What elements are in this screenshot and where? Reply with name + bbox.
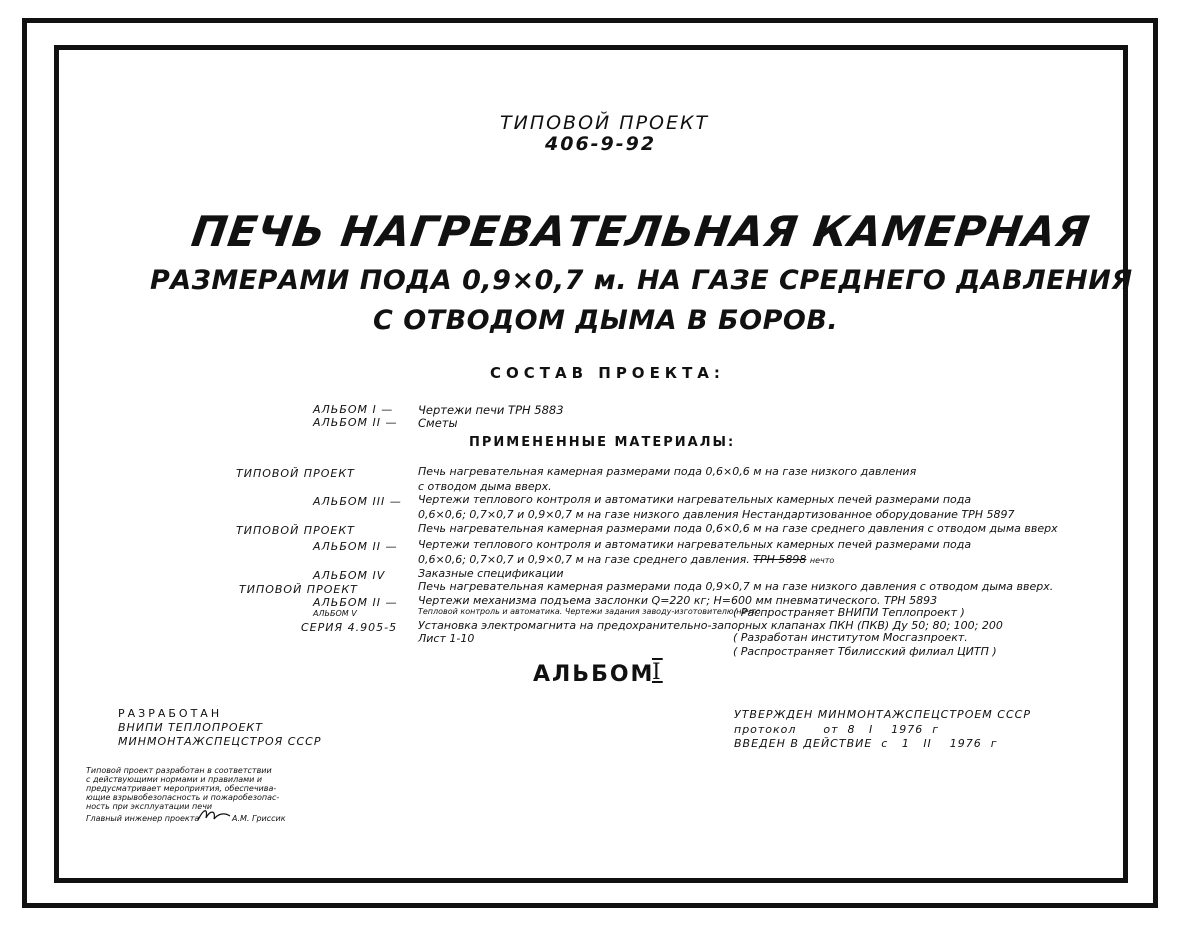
materials-row-text: ( Распространяет ВНИПИ Теплопроект ) bbox=[733, 606, 965, 619]
engineer-label: Главный инженер проекта bbox=[86, 814, 200, 823]
materials-row-text: Заказные спецификации bbox=[418, 567, 564, 580]
title-line-2: РАЗМЕРАМИ ПОДА 0,9×0,7 м. НА ГАЗЕ СРЕДНЕГО ДАВЛЕНИЯ bbox=[150, 265, 1133, 296]
project-label: ТИПОВОЙ ПРОЕКТ bbox=[500, 112, 710, 134]
composition-heading: СОСТАВ ПРОЕКТА: bbox=[490, 364, 725, 382]
approval-line-2: протокол от 8 I 1976 г bbox=[734, 723, 940, 736]
title-line-1: ПЕЧЬ НАГРЕВАТЕЛЬНАЯ КАМЕРНАЯ bbox=[188, 207, 1094, 256]
developer-line-2: ВНИПИ ТЕПЛОПРОЕКТ bbox=[118, 721, 263, 734]
materials-row-label: СЕРИЯ 4.905-5 bbox=[301, 621, 398, 634]
materials-row-label: ТИПОВОЙ ПРОЕКТ bbox=[236, 524, 355, 537]
note-line: с действующими нормами и правилами и bbox=[86, 775, 263, 784]
materials-row-label: АЛЬБОМ IV bbox=[313, 569, 386, 582]
approval-line-1: УТВЕРЖДЕН МИНМОНТАЖСПЕЦСТРОЕМ СССР bbox=[734, 708, 1031, 721]
materials-row-text bbox=[418, 553, 834, 566]
note-line: ющие взрывобезопасность и пожаробезопас- bbox=[86, 793, 280, 802]
note-line: Типовой проект разработан в соответствии bbox=[86, 766, 272, 775]
materials-row-text: Установка электромагнита на предохранительно-запорных клапанах ПКН (ПКВ) Ду 50; 80; 100; 200 bbox=[418, 619, 1003, 632]
composition-item-1-text: Чертежи печи ТРН 5883 bbox=[418, 403, 564, 417]
materials-row-text: Чертежи механизма подъема заслонки Q=220 кг; H=600 мм пневматического. ТРН 5893 bbox=[418, 594, 938, 607]
materials-row-text: ( Распространяет Тбилисский филиал ЦИТП ) bbox=[733, 645, 997, 658]
materials-row-text: с отводом дыма вверх. bbox=[418, 480, 552, 493]
developer-line-1: РАЗРАБОТАН bbox=[118, 707, 223, 720]
materials-row-text: Чертежи теплового контроля и автоматики нагревательных камерных печей размерами пода bbox=[418, 538, 972, 551]
materials-row-text: Чертежи теплового контроля и автоматики нагревательных камерных печей размерами пода bbox=[418, 493, 972, 506]
materials-row-text: ( Разработан институтом Мосгазпроект. bbox=[733, 631, 968, 644]
composition-item-2-text: Сметы bbox=[418, 416, 458, 430]
materials-row-text: Печь нагревательная камерная размерами пода 0,9×0,7 м на газе низкого давления с отводом дыма вверх. bbox=[418, 580, 1054, 593]
materials-row-label: АЛЬБОМ II — bbox=[313, 596, 398, 609]
note-line: ность при эксплуатации печи bbox=[86, 802, 213, 811]
materials-row-text-main: 0,6×0,6; 0,7×0,7 и 0,9×0,7 м на газе среднего давления. bbox=[418, 553, 750, 566]
album-number: I bbox=[652, 660, 663, 685]
materials-row-text: Лист 1-10 bbox=[418, 632, 475, 645]
note-line: предусматривает мероприятия, обеспечива- bbox=[86, 784, 277, 793]
developer-line-3: МИНМОНТАЖСПЕЦСТРОЯ СССР bbox=[118, 735, 322, 748]
composition-item-1-label: АЛЬБОМ I — bbox=[313, 403, 394, 416]
approval-line-3: ВВЕДЕН В ДЕЙСТВИЕ с 1 II 1976 г bbox=[734, 737, 998, 750]
struck-code: ТРН 5898 bbox=[753, 553, 807, 566]
materials-row-text: Печь нагревательная камерная размерами пода 0,6×0,6 м на газе среднего давления с отводом дыма вверх bbox=[418, 522, 1058, 535]
materials-row-text: Печь нагревательная камерная размерами пода 0,6×0,6 м на газе низкого давления bbox=[418, 465, 917, 478]
materials-heading: ПРИМЕНЕННЫЕ МАТЕРИАЛЫ: bbox=[469, 435, 736, 450]
materials-row-text: Тепловой контроль и автоматика. Чертежи задания заводу-изготовителю нечто bbox=[418, 607, 761, 616]
engineer-name: А.М. Гриссик bbox=[232, 814, 286, 823]
signature-icon bbox=[196, 806, 232, 824]
project-number: 406-9-92 bbox=[545, 133, 657, 155]
title-line-3: С ОТВОДОМ ДЫМА В БОРОВ. bbox=[373, 305, 839, 336]
handwritten-note: нечто bbox=[809, 556, 835, 565]
materials-row-text: 0,6×0,6; 0,7×0,7 и 0,9×0,7 м на газе низкого давления Нестандартизованное оборудование ТРН 5897 bbox=[418, 508, 1015, 521]
materials-row-label: ТИПОВОЙ ПРОЕКТ bbox=[236, 467, 355, 480]
inner-frame bbox=[54, 45, 1128, 883]
composition-item-2-label: АЛЬБОМ II — bbox=[313, 416, 398, 429]
materials-row-label: АЛЬБОМ II — bbox=[313, 540, 398, 553]
materials-row-label: ТИПОВОЙ ПРОЕКТ bbox=[239, 583, 358, 596]
materials-row-label: АЛЬБОМ V bbox=[313, 609, 357, 618]
album-label: АЛЬБОМ bbox=[533, 662, 655, 687]
materials-row-label: АЛЬБОМ III — bbox=[313, 495, 402, 508]
